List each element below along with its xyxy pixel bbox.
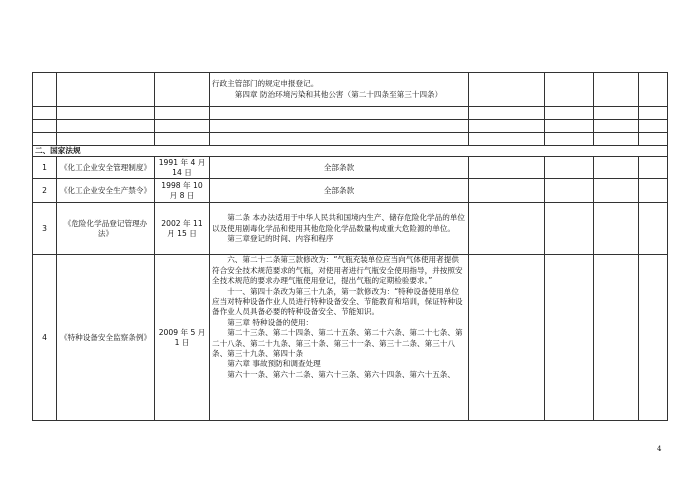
content-paragraph: 第三章 特种设备的使用： [227,317,314,327]
regulation-content: 全部条款 [210,157,469,179]
regulation-name: 《特种设备安全监察条例》 [57,255,155,421]
regulation-date: 2009 年 5 月 1 日 [155,255,210,421]
row-number: 2 [33,179,57,203]
row-content [210,73,469,107]
regulation-content [210,203,469,255]
row-number: 3 [33,203,57,255]
chapter-text: 第四章 防治环境污染和其他公害（第二十四条至第三十四条） [234,89,443,99]
regulation-name: 《危险化学品登记管理办法》 [57,203,155,255]
regulation-name: 《化工企业安全生产禁令》 [57,179,155,203]
content-paragraph: 六、第二十二条第三款修改为：“气瓶充装单位应当向气体使用者提供符合安全技术规范要求的气瓶，对使用者进行气瓶安全使用指导，并按照安全技术规范的要求办理气瓶使用登记，提出气瓶的定期检验要求。” [212,255,463,286]
content-paragraph: 第三章登记的时间、内容和程序 [227,234,334,244]
table-row [33,73,668,107]
table-row [33,179,668,203]
content-text: 行政主管部门的规定申报登记。 [212,79,319,89]
table-row [33,107,668,120]
regulation-table [32,72,668,421]
regulation-name: 《化工企业安全管理制度》 [57,157,155,179]
table-row [33,133,668,146]
table-row [33,255,668,421]
content-paragraph: 第六章 事故预防和调查处理 [227,359,321,369]
row-number: 4 [33,255,57,421]
regulation-date: 1998 年 10 月 8 日 [155,179,210,203]
section-title: 二、国家法规 [33,146,668,157]
regulation-date: 1991 年 4 月 14 日 [155,157,210,179]
regulation-date: 2002 年 11 月 15 日 [155,203,210,255]
content-paragraph: 第二十三条、第二十四条、第二十五条、第二十六条、第二十七条、第二十八条、第二十九条、第三十条、第三十一条、第三十二条、第三十八条、第三十九条、第四十条 [212,328,463,359]
row-number: 1 [33,157,57,179]
table-row [33,157,668,179]
regulation-content [210,255,469,421]
table-row [33,203,668,255]
page-number: 4 [657,445,662,453]
section-row [33,146,668,157]
content-paragraph: 第二条 本办法适用于中华人民共和国境内生产、储存危险化学品的单位以及使用剧毒化学品和使用其他危险化学品数量构成重大危险源的单位。 [212,213,466,233]
content-paragraph: 十一、第四十条改为第三十九条，第一款修改为：“特种设备使用单位应当对特种设备作业人员进行特种设备安全、节能教育和培训，保证特种设备作业人员具备必要的特种设备安全、节能知识。 [212,286,463,317]
table-row [33,120,668,133]
content-paragraph: 第六十一条、第六十二条、第六十三条、第六十四条、第六十五条、 [227,369,455,379]
regulation-content: 全部条款 [210,179,469,203]
